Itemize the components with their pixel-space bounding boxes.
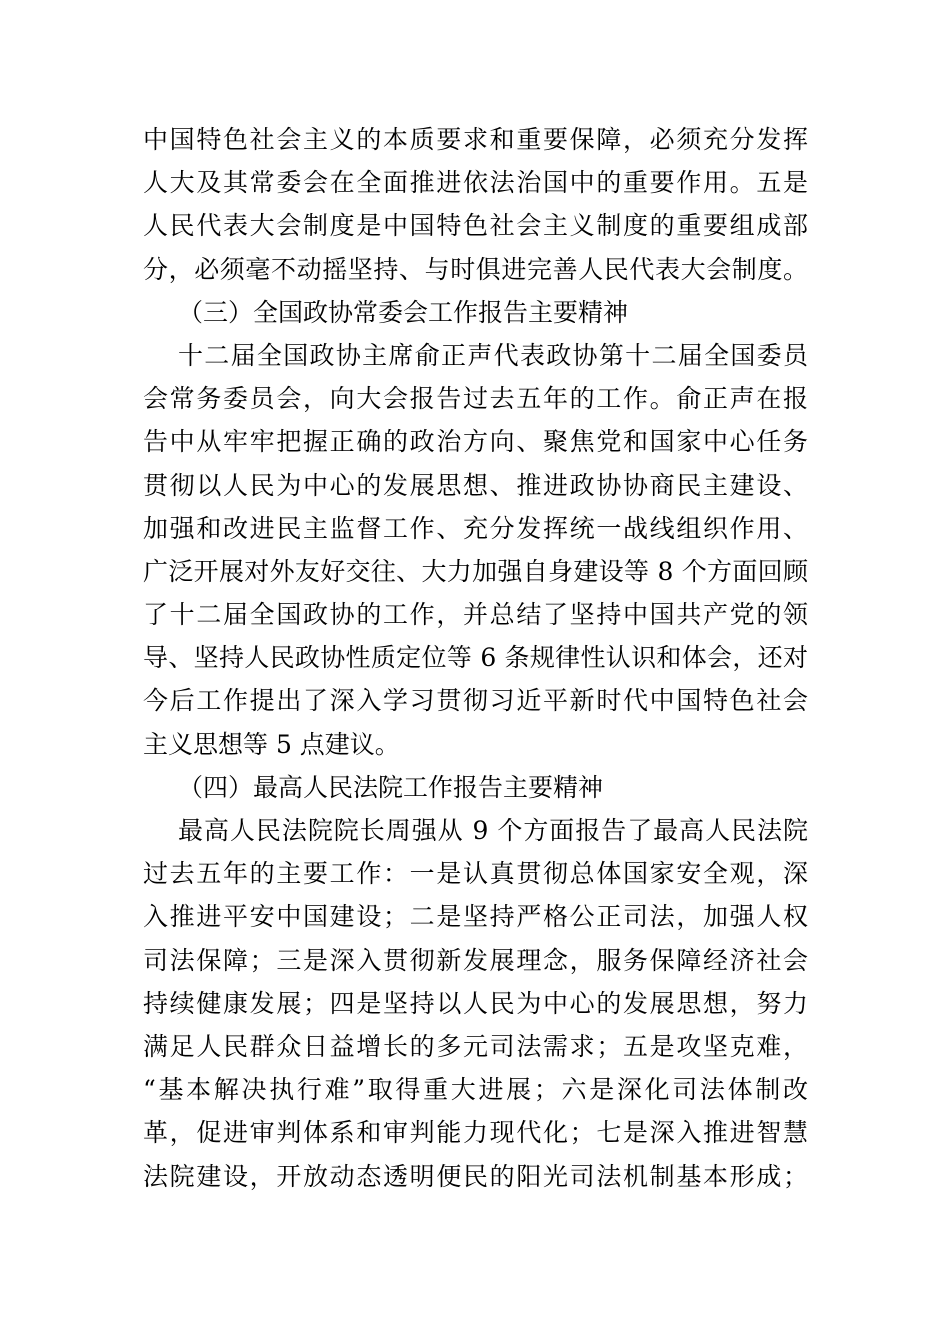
text-line: 持续健康发展；四是坚持以人民为中心的发展思想，努力 — [143, 988, 808, 1018]
text-line: 贯彻以人民为中心的发展思想、推进政协协商民主建设、 — [143, 470, 808, 500]
text-line: 主义思想等 5 点建议。 — [143, 729, 400, 759]
text-line: 法院建设，开放动态透明便民的阳光司法机制基本形成； — [143, 1161, 808, 1191]
section-heading: （四）最高人民法院工作报告主要精神 — [178, 772, 604, 802]
text-line: 最高人民法院院长周强从 9 个方面报告了最高人民法院 — [178, 816, 808, 845]
text-line: 人大及其常委会在全面推进依法治国中的重要作用。五是 — [143, 168, 808, 198]
text-line: 革，促进审判体系和审判能力现代化；七是深入推进智慧 — [143, 1118, 808, 1148]
section-heading: （三）全国政协常委会工作报告主要精神 — [178, 297, 629, 327]
text-line: 中国特色社会主义的本质要求和重要保障，必须充分发挥 — [143, 125, 808, 154]
text-line: 会常务委员会，向大会报告过去五年的工作。俞正声在报 — [143, 384, 808, 414]
text-line: 广泛开展对外友好交往、大力加强自身建设等 8 个方面回顾 — [143, 556, 808, 586]
text-line: 了十二届全国政协的工作，并总结了坚持中国共产党的领 — [143, 600, 808, 630]
text-line: 人民代表大会制度是中国特色社会主义制度的重要组成部 — [143, 211, 808, 241]
text-line: 告中从牢牢把握正确的政治方向、聚焦党和国家中心任务 — [143, 427, 808, 457]
document-body — [143, 118, 808, 1198]
text-line: 满足人民群众日益增长的多元司法需求；五是攻坚克难， — [143, 1031, 808, 1061]
text-line: 过去五年的主要工作：一是认真贯彻总体国家安全观，深 — [143, 859, 808, 889]
text-line: 入推进平安中国建设；二是坚持严格公正司法，加强人权 — [143, 902, 808, 932]
text-line: 十二届全国政协主席俞正声代表政协第十二届全国委员 — [178, 340, 808, 370]
text-line: 导、坚持人民政协性质定位等 6 条规律性认识和体会，还对 — [143, 643, 808, 673]
text-line: 加强和改进民主监督工作、充分发挥统一战线组织作用、 — [143, 513, 808, 543]
text-line: 今后工作提出了深入学习贯彻习近平新时代中国特色社会 — [143, 686, 808, 716]
text-line: 分，必须毫不动摇坚持、与时俱进完善人民代表大会制度。 — [143, 254, 808, 284]
text-line: “基本解决执行难”取得重大进展；六是深化司法体制改 — [143, 1075, 808, 1105]
text-line: 司法保障；三是深入贯彻新发展理念，服务保障经济社会 — [143, 945, 808, 975]
